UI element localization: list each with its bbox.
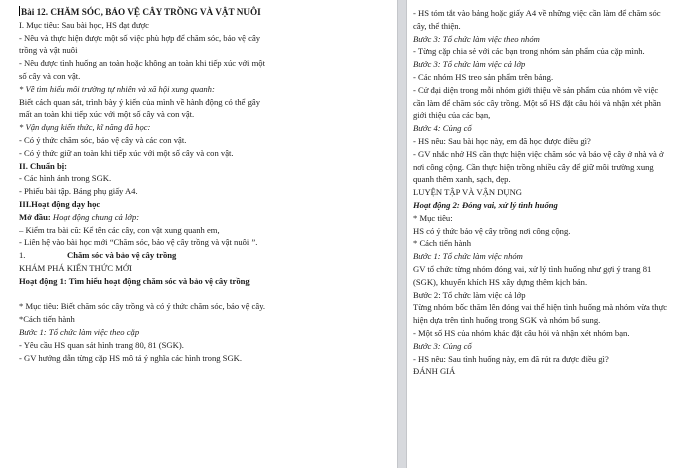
text-run: II. Chuẩn bị: xyxy=(19,160,68,171)
text-run: trồng và vật nuôi xyxy=(19,45,78,56)
text-line xyxy=(19,224,391,237)
text-line xyxy=(413,263,696,276)
text-run: - Nêu được tình huống an toàn hoặc không an toàn khi tiếp xúc với một xyxy=(19,58,265,69)
text-run: HS có ý thức bảo vệ cây trồng nơi công cộng. xyxy=(413,225,571,236)
text-line xyxy=(19,19,391,32)
text-line xyxy=(413,7,696,20)
text-run: KHÁM PHÁ KIẾN THỨC MỚI xyxy=(19,262,132,273)
text-line xyxy=(413,301,696,314)
document-page-right[interactable] xyxy=(406,0,700,468)
text-line xyxy=(413,289,696,302)
text-run: - Yêu cầu HS quan sát hình trang 80, 81 (SGK). xyxy=(19,339,184,350)
text-line xyxy=(19,32,391,45)
text-run: III.Hoạt động dạy học xyxy=(19,198,101,209)
text-line xyxy=(413,148,696,161)
text-run: (SGK), khuyến khích HS xây dựng thêm kịch bản. xyxy=(413,276,588,287)
text-run: - Các nhóm HS treo sản phẩm trên bảng. xyxy=(413,71,554,82)
text-run: Chăm sóc và bảo vệ cây trồng xyxy=(67,250,177,261)
text-line xyxy=(19,249,391,262)
text-line xyxy=(19,211,391,224)
text-run: - Có ý thức giữ an toàn khi tiếp xúc với một số cây và con vật. xyxy=(19,147,234,158)
text-run: mất an toàn khi tiếp xúc với một số cây và con vật. xyxy=(19,109,195,120)
text-line xyxy=(413,186,696,199)
text-run: cần làm để chăm sóc cây trồng. Một số HS đặt câu hỏi và nhận xét phần xyxy=(413,97,661,108)
text-run: * Mục tiêu: Biết chăm sóc cây trồng và có ý thức chăm sóc, bảo vệ cây. xyxy=(19,301,266,312)
text-run: Hoạt động 1: Tìm hiểu hoạt động chăm sóc và bảo vệ cây trồng xyxy=(19,275,250,286)
text-line xyxy=(19,313,391,326)
text-run: Bước 3: Tổ chức làm việc cả lớp xyxy=(413,59,526,70)
text-run: I. Mục tiêu: Sau bài học, HS đạt được xyxy=(19,19,149,30)
text-line xyxy=(413,122,696,135)
bold-run: Mở đầu: xyxy=(19,211,51,222)
text-line xyxy=(19,352,391,365)
text-run: - HS nêu: Sau bài học này, em đã học được điều gì? xyxy=(413,135,591,146)
text-line xyxy=(413,276,696,289)
text-run: ĐÁNH GIÁ xyxy=(413,366,456,377)
italic-run: Hoạt động chung cả lớp: xyxy=(50,211,140,222)
text-line xyxy=(19,108,391,121)
text-run: * Vận dụng kiến thức, kĩ năng đã học: xyxy=(19,122,151,133)
text-line xyxy=(413,173,696,186)
text-line xyxy=(19,70,391,83)
text-run: Bước 1: Tổ chức làm việc theo cặp xyxy=(19,326,140,337)
text-run: Hoạt động 2: Đóng vai, xử lý tình huống xyxy=(413,199,558,210)
text-line xyxy=(413,161,696,174)
text-line xyxy=(19,236,391,249)
text-run: Bài 12. CHĂM SÓC, BẢO VỆ CÂY TRỒNG VÀ VẬT NUÔI xyxy=(21,7,261,17)
text-line xyxy=(413,353,696,366)
text-line xyxy=(19,134,391,147)
text-line xyxy=(413,20,696,33)
text-run: Bước 1: Tổ chức làm việc nhóm xyxy=(413,251,523,262)
text-line xyxy=(413,340,696,353)
text-line xyxy=(413,314,696,327)
text-run: - Phiếu bài tập. Bảng phụ giấy A4. xyxy=(19,186,138,197)
text-run: nơi công cộng. Cần thực hiện trồng nhiều cây để giữ môi trường xung xyxy=(413,161,654,172)
text-cursor xyxy=(19,6,20,16)
text-line xyxy=(19,300,391,313)
text-line xyxy=(413,58,696,71)
text-run: số cây và con vật. xyxy=(19,70,81,81)
text-run: Bước 3: Củng cố xyxy=(413,340,472,351)
text-run: Bước 2: Tổ chức làm việc cả lớp xyxy=(413,289,526,300)
text-line xyxy=(19,121,391,134)
text-run: - HS nêu: Sau tình huống này, em đã rút ra được điều gì? xyxy=(413,353,609,364)
text-line xyxy=(413,199,696,212)
text-run: * Mục tiêu: xyxy=(413,212,453,223)
text-run: - Cử đại diện trong mỗi nhóm giới thiệu về sản phẩm của nhóm về việc xyxy=(413,84,659,95)
text-run: - GV nhắc nhở HS cần thực hiện việc chăm sóc và bảo vệ cây ở nhà và ở xyxy=(413,148,664,159)
text-line xyxy=(413,33,696,46)
text-line xyxy=(413,237,696,250)
text-line xyxy=(19,275,391,288)
text-run: - Liên hệ vào bài học mới “Chăm sóc, bảo vệ cây trồng và vật nuôi ”. xyxy=(19,237,258,248)
text-line xyxy=(19,147,391,160)
text-run: - HS tóm tắt vào bảng hoặc giấy A4 về những việc cần làm để chăm sóc xyxy=(413,8,661,18)
text-line xyxy=(19,288,391,301)
text-run: – Kiểm tra bài cũ: Kể tên các cây, con vật xung quanh em, xyxy=(19,224,220,235)
text-run: *Cách tiến hành xyxy=(19,314,75,325)
text-run: Từng nhóm bốc thăm lên đóng vai thể hiện tình huống mà nhóm vừa thực xyxy=(413,302,668,313)
text-line xyxy=(19,198,391,211)
text-line xyxy=(19,185,391,198)
text-run: - Từng cặp chia sẻ với các bạn trong nhóm sản phẩm của cặp mình. xyxy=(413,46,645,57)
text-run: * Về tìm hiểu môi trường tự nhiên và xã hội xung quanh: xyxy=(19,83,215,94)
text-line xyxy=(19,326,391,339)
text-line xyxy=(413,225,696,238)
text-run: * Cách tiến hành xyxy=(413,238,471,249)
text-line xyxy=(413,327,696,340)
text-run: giới thiệu của các bạn, xyxy=(413,110,491,121)
text-run: - Các hình ảnh trong SGK. xyxy=(19,173,112,184)
text-run: quanh thêm xanh, sạch, đẹp. xyxy=(413,174,511,185)
text-run: Bước 4: Củng cố xyxy=(413,123,472,134)
text-line xyxy=(413,97,696,110)
text-run: GV tổ chức từng nhóm đóng vai, xử lý tình huống như gợi ý trang 81 xyxy=(413,263,652,274)
text-run: Biết cách quan sát, trình bày ý kiến của mình về hành động có thể gây xyxy=(19,96,261,107)
text-line xyxy=(413,71,696,84)
text-line xyxy=(413,109,696,122)
text-line xyxy=(19,96,391,109)
list-number: 1. xyxy=(19,250,26,261)
text-run: LUYỆN TẬP VÀ VẬN DỤNG xyxy=(413,187,523,198)
text-run: - Có ý thức chăm sóc, bảo vệ cây và các con vật. xyxy=(19,134,187,145)
text-run: - Nêu và thực hiện được một số việc phù hợp để chăm sóc, bảo vệ cây xyxy=(19,32,261,43)
text-line xyxy=(413,135,696,148)
text-line xyxy=(19,172,391,185)
text-run: - GV hướng dẫn từng cặp HS mô tả ý nghĩa các hình trong SGK. xyxy=(19,352,243,363)
text-line xyxy=(19,262,391,275)
text-line xyxy=(19,57,391,70)
text-line xyxy=(413,84,696,97)
text-run: hiện dựa trên tình huống trong SGK và nhóm bổ sung. xyxy=(413,315,601,326)
text-line xyxy=(19,339,391,352)
text-line xyxy=(19,160,391,173)
text-line xyxy=(413,45,696,58)
text-line xyxy=(413,212,696,225)
text-run: Bước 3: Tổ chức làm việc theo nhóm xyxy=(413,33,540,44)
text-run: cây, thể thiện. xyxy=(413,20,461,31)
text-line xyxy=(19,6,391,19)
text-line xyxy=(19,44,391,57)
text-line xyxy=(19,83,391,96)
text-run: - Một số HS của nhóm khác đặt câu hỏi và nhận xét nhóm bạn. xyxy=(413,327,630,338)
text-line xyxy=(413,365,696,378)
text-line xyxy=(413,250,696,263)
